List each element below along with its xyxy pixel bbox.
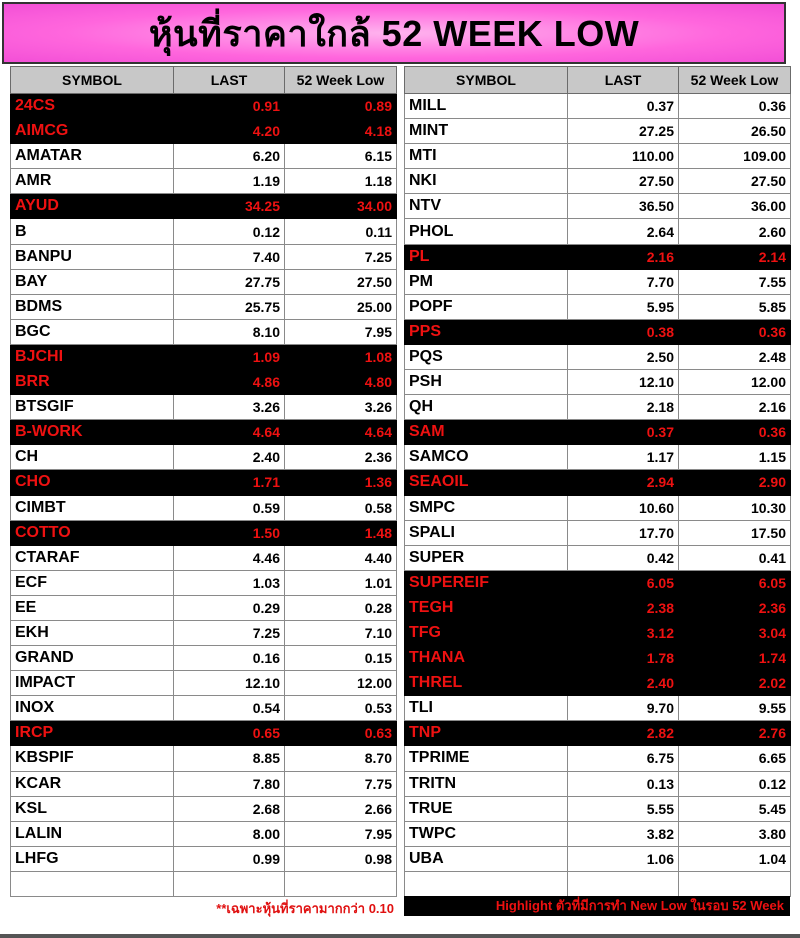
week52-low-cell: 0.89 [285,94,397,119]
week52-low-cell: 8.70 [285,746,397,771]
symbol-cell: B [11,219,174,244]
last-price-cell: 3.26 [174,395,285,420]
table-row [11,470,397,495]
week52-low-cell: 25.00 [285,294,397,319]
last-price-cell: 6.20 [174,144,285,169]
symbol-cell: POPF [405,294,568,319]
week52-low-cell: 3.04 [679,620,791,645]
week52-low-cell: 1.04 [679,846,791,871]
table-row [11,595,397,620]
table-row [11,169,397,194]
symbol-cell: B-WORK [11,420,174,445]
last-price-cell: 7.40 [174,244,285,269]
title-banner [2,2,786,64]
last-price-cell: 10.60 [568,495,679,520]
symbol-cell: MTI [405,144,568,169]
symbol-cell: TRITN [405,771,568,796]
week52-low-cell: 0.53 [285,696,397,721]
week52-low-cell: 1.15 [679,445,791,470]
symbol-cell: 24CS [11,94,174,119]
symbol-cell: LHFG [11,846,174,871]
symbol-cell: PSH [405,370,568,395]
right-stock-table [404,66,791,897]
symbol-cell: CIMBT [11,495,174,520]
symbol-cell: KBSPIF [11,746,174,771]
week52-low-cell: 2.02 [679,671,791,696]
week52-low-cell: 1.01 [285,570,397,595]
week52-low-cell: 9.55 [679,696,791,721]
symbol-cell: NKI [405,169,568,194]
table-row [405,219,791,244]
week52-low-cell: 34.00 [285,194,397,219]
week52-low-cell: 3.26 [285,395,397,420]
week52-low-cell: 6.15 [285,144,397,169]
table-row [11,344,397,369]
week52-low-cell: 12.00 [285,671,397,696]
week52-low-cell: 7.55 [679,269,791,294]
column-header-52-week-low: 52 Week Low [285,67,397,94]
table-row [405,846,791,871]
week52-low-cell: 5.45 [679,796,791,821]
week52-low-cell: 109.00 [679,144,791,169]
last-price-cell: 4.46 [174,545,285,570]
last-price-cell: 0.59 [174,495,285,520]
table-row [405,771,791,796]
column-header-symbol: SYMBOL [11,67,174,94]
symbol-cell: AYUD [11,194,174,219]
empty-table-row [405,871,791,896]
table-header-row [11,67,397,94]
week52-low-cell: 7.95 [285,821,397,846]
table-row [405,746,791,771]
symbol-cell: CHO [11,470,174,495]
symbol-cell: LALIN [11,821,174,846]
table-row [11,244,397,269]
table-row [11,319,397,344]
table-row [405,620,791,645]
week52-low-cell: 7.10 [285,620,397,645]
table-row [11,545,397,570]
last-price-cell: 4.20 [174,119,285,144]
last-price-cell: 0.37 [568,420,679,445]
last-price-cell: 4.64 [174,420,285,445]
table-row [11,646,397,671]
week52-low-cell: 2.16 [679,395,791,420]
symbol-cell: COTTO [11,520,174,545]
last-price-cell: 0.65 [174,721,285,746]
table-row [405,119,791,144]
week52-low-cell: 2.48 [679,344,791,369]
last-price-cell: 25.75 [174,294,285,319]
symbol-cell: MINT [405,119,568,144]
last-price-cell: 0.38 [568,319,679,344]
table-row [11,495,397,520]
symbol-cell: GRAND [11,646,174,671]
last-price-cell: 3.82 [568,821,679,846]
last-price-cell: 2.16 [568,244,679,269]
symbol-cell: SAM [405,420,568,445]
symbol-cell: AMR [11,169,174,194]
last-price-cell: 2.38 [568,595,679,620]
highlight-legend-note: Highlight ตัวที่มีการทำ New Low ในรอบ 52 Week [404,896,790,916]
symbol-cell: SUPEREIF [405,570,568,595]
table-row [405,169,791,194]
table-row [11,746,397,771]
week52-low-cell: 27.50 [679,169,791,194]
table-row [405,470,791,495]
week52-low-cell: 27.50 [285,269,397,294]
week52-low-cell: 0.36 [679,94,791,119]
right-table-body [405,94,791,897]
symbol-cell: SPALI [405,520,568,545]
week52-low-cell: 7.95 [285,319,397,344]
last-price-cell: 0.54 [174,696,285,721]
table-row [11,294,397,319]
last-price-cell: 2.40 [174,445,285,470]
symbol-cell: BANPU [11,244,174,269]
last-price-cell: 36.50 [568,194,679,219]
symbol-cell [11,871,174,896]
table-row [405,344,791,369]
week52-low-cell: 2.66 [285,796,397,821]
symbol-cell: TEGH [405,595,568,620]
week52-low-cell: 7.25 [285,244,397,269]
table-row [405,796,791,821]
symbol-cell: KCAR [11,771,174,796]
last-price-cell: 12.10 [568,370,679,395]
table-row [405,244,791,269]
last-price-cell: 2.40 [568,671,679,696]
last-price-cell: 27.50 [568,169,679,194]
symbol-cell: INOX [11,696,174,721]
last-price-cell: 2.64 [568,219,679,244]
last-price-cell: 0.42 [568,545,679,570]
table-row [405,696,791,721]
symbol-cell: SUPER [405,545,568,570]
week52-low-cell: 3.80 [679,821,791,846]
symbol-cell: PL [405,244,568,269]
last-price-cell: 7.25 [174,620,285,645]
table-row [405,370,791,395]
symbol-cell: TRUE [405,796,568,821]
table-row [405,570,791,595]
table-row [405,445,791,470]
table-row [11,721,397,746]
table-row [11,796,397,821]
table-row [11,144,397,169]
table-row [405,269,791,294]
last-price-cell: 2.94 [568,470,679,495]
week52-low-cell: 1.74 [679,646,791,671]
table-row [405,545,791,570]
table-row [11,370,397,395]
table-row [405,671,791,696]
symbol-cell [405,871,568,896]
week52-low-cell: 0.98 [285,846,397,871]
symbol-cell: THANA [405,646,568,671]
last-price-cell: 1.17 [568,445,679,470]
last-price-cell: 0.37 [568,94,679,119]
symbol-cell: EE [11,595,174,620]
last-price-cell: 27.75 [174,269,285,294]
table-row [405,395,791,420]
last-price-cell: 27.25 [568,119,679,144]
symbol-cell: UBA [405,846,568,871]
table-row [405,294,791,319]
symbol-cell: AIMCG [11,119,174,144]
left-table-body [11,94,397,897]
last-price-cell: 1.50 [174,520,285,545]
symbol-cell: ECF [11,570,174,595]
symbol-cell: IMPACT [11,671,174,696]
week52-low-cell: 4.64 [285,420,397,445]
symbol-cell: KSL [11,796,174,821]
table-row [11,846,397,871]
symbol-cell: THREL [405,671,568,696]
table-row [405,646,791,671]
symbol-cell: PHOL [405,219,568,244]
week52-low-cell: 2.60 [679,219,791,244]
week52-low-cell: 17.50 [679,520,791,545]
week52-low-cell: 36.00 [679,194,791,219]
symbol-cell: BDMS [11,294,174,319]
column-header-symbol: SYMBOL [405,67,568,94]
last-price-cell: 34.25 [174,194,285,219]
symbol-cell: EKH [11,620,174,645]
week52-low-cell: 4.40 [285,545,397,570]
symbol-cell: CTARAF [11,545,174,570]
symbol-cell: QH [405,395,568,420]
table-row [11,671,397,696]
column-header-last: LAST [174,67,285,94]
price-filter-footnote: **เฉพาะหุ้นที่ราคามากกว่า 0.10 [216,901,394,916]
table-row [405,595,791,620]
week52-low-cell: 0.63 [285,721,397,746]
last-price-cell [568,871,679,896]
table-row [11,620,397,645]
last-price-cell: 0.13 [568,771,679,796]
week52-low-cell: 1.18 [285,169,397,194]
last-price-cell: 0.91 [174,94,285,119]
week52-low-cell [285,871,397,896]
week52-low-cell: 2.36 [679,595,791,620]
week52-low-cell: 26.50 [679,119,791,144]
last-price-cell: 1.19 [174,169,285,194]
last-price-cell: 1.06 [568,846,679,871]
last-price-cell: 5.95 [568,294,679,319]
symbol-cell: BRR [11,370,174,395]
last-price-cell: 0.12 [174,219,285,244]
week52-low-cell: 0.58 [285,495,397,520]
symbol-cell: PM [405,269,568,294]
symbol-cell: MILL [405,94,568,119]
symbol-cell: TFG [405,620,568,645]
week52-low-cell: 0.11 [285,219,397,244]
week52-low-cell: 6.05 [679,570,791,595]
table-header-row [405,67,791,94]
table-row [11,194,397,219]
table-row [11,696,397,721]
last-price-cell: 2.50 [568,344,679,369]
week52-low-cell: 7.75 [285,771,397,796]
symbol-cell: SMPC [405,495,568,520]
last-price-cell: 1.03 [174,570,285,595]
table-row [405,520,791,545]
week52-low-cell: 0.41 [679,545,791,570]
week52-low-cell: 0.28 [285,595,397,620]
last-price-cell: 6.75 [568,746,679,771]
week52-low-cell: 1.36 [285,470,397,495]
table-row [11,119,397,144]
table-row [11,445,397,470]
week52-low-cell: 5.85 [679,294,791,319]
last-price-cell: 7.70 [568,269,679,294]
table-row [405,94,791,119]
last-price-cell: 110.00 [568,144,679,169]
week52-low-cell: 0.36 [679,420,791,445]
table-row [405,721,791,746]
symbol-cell: PPS [405,319,568,344]
symbol-cell: TWPC [405,821,568,846]
week52-low-cell [679,871,791,896]
column-header-52-week-low: 52 Week Low [679,67,791,94]
week52-low-cell: 1.48 [285,520,397,545]
table-row [11,520,397,545]
week52-low-cell: 2.76 [679,721,791,746]
week52-low-cell: 12.00 [679,370,791,395]
table-row [11,269,397,294]
symbol-cell: TPRIME [405,746,568,771]
week52-low-cell: 2.90 [679,470,791,495]
symbol-cell: AMATAR [11,144,174,169]
week52-low-cell: 2.36 [285,445,397,470]
symbol-cell: BTSGIF [11,395,174,420]
page-title: หุ้นที่ราคาใกล้ 52 WEEK LOW [148,12,640,54]
table-row [11,420,397,445]
table-row [11,94,397,119]
symbol-cell: TLI [405,696,568,721]
week52-low-cell: 6.65 [679,746,791,771]
last-price-cell: 8.00 [174,821,285,846]
table-row [405,319,791,344]
table-row [11,395,397,420]
last-price-cell: 4.86 [174,370,285,395]
empty-table-row [11,871,397,896]
last-price-cell: 1.78 [568,646,679,671]
week52-low-cell: 2.14 [679,244,791,269]
week52-low-cell: 0.15 [285,646,397,671]
last-price-cell: 0.16 [174,646,285,671]
last-price-cell: 1.71 [174,470,285,495]
table-row [405,821,791,846]
last-price-cell: 1.09 [174,344,285,369]
week52-low-cell: 0.36 [679,319,791,344]
table-row [11,771,397,796]
symbol-cell: TNP [405,721,568,746]
column-header-last: LAST [568,67,679,94]
last-price-cell: 5.55 [568,796,679,821]
bottom-divider [0,934,800,938]
last-price-cell: 17.70 [568,520,679,545]
symbol-cell: PQS [405,344,568,369]
symbol-cell: CH [11,445,174,470]
table-row [405,144,791,169]
week52-low-cell: 10.30 [679,495,791,520]
last-price-cell: 8.85 [174,746,285,771]
last-price-cell: 0.29 [174,595,285,620]
table-row [405,194,791,219]
symbol-cell: SEAOIL [405,470,568,495]
last-price-cell: 7.80 [174,771,285,796]
last-price-cell: 8.10 [174,319,285,344]
last-price-cell: 9.70 [568,696,679,721]
symbol-cell: NTV [405,194,568,219]
last-price-cell: 3.12 [568,620,679,645]
last-price-cell: 0.99 [174,846,285,871]
table-row [11,219,397,244]
last-price-cell [174,871,285,896]
last-price-cell: 2.82 [568,721,679,746]
week52-low-cell: 4.80 [285,370,397,395]
last-price-cell: 2.68 [174,796,285,821]
symbol-cell: IRCP [11,721,174,746]
table-row [11,821,397,846]
left-stock-table [10,66,397,897]
table-row [11,570,397,595]
last-price-cell: 12.10 [174,671,285,696]
symbol-cell: SAMCO [405,445,568,470]
last-price-cell: 2.18 [568,395,679,420]
table-row [405,420,791,445]
last-price-cell: 6.05 [568,570,679,595]
symbol-cell: BGC [11,319,174,344]
table-row [405,495,791,520]
symbol-cell: BAY [11,269,174,294]
week52-low-cell: 4.18 [285,119,397,144]
symbol-cell: BJCHI [11,344,174,369]
week52-low-cell: 0.12 [679,771,791,796]
week52-low-cell: 1.08 [285,344,397,369]
